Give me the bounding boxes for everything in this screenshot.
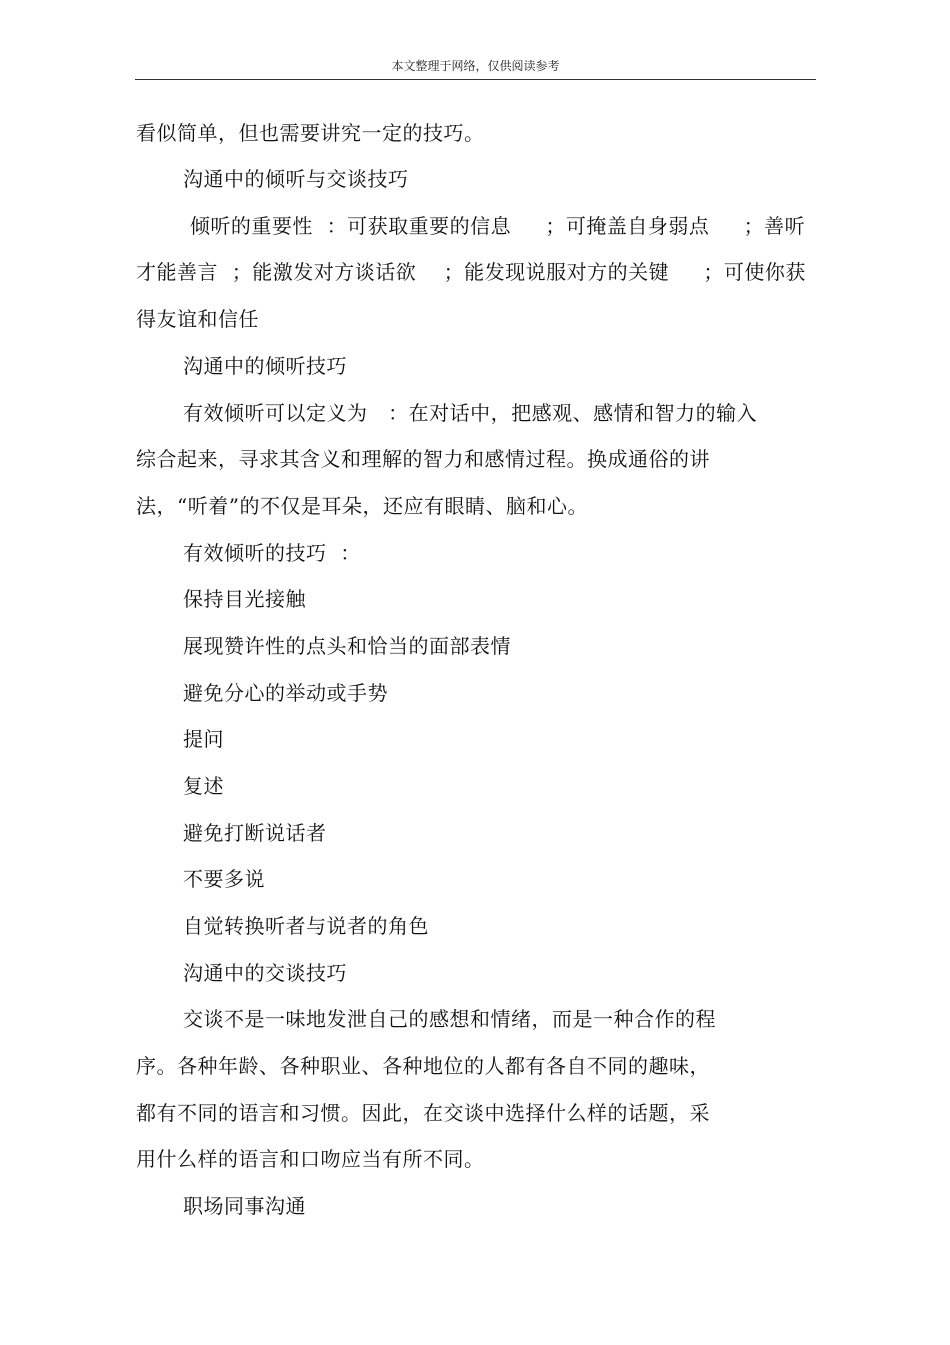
header-divider: [135, 79, 816, 80]
text-line: 看似简单，但也需要讲究一定的技巧。: [136, 121, 485, 145]
text-line: 有效倾听可以定义为 ：在对话中，把感观、感情和智力的输入: [183, 401, 758, 425]
text-line: 都有不同的语言和习惯。因此，在交谈中选择什么样的话题，采: [136, 1101, 710, 1125]
list-item: 保持目光接触: [183, 587, 306, 611]
list-item: 复述: [183, 774, 224, 798]
list-item: 提问: [183, 727, 224, 751]
page-header: 本文整理于网络，仅供阅读参考: [391, 59, 560, 73]
text-line: 用什么样的语言和口吻应当有所不同。: [136, 1147, 485, 1171]
section-heading: 沟通中的交谈技巧: [183, 961, 347, 985]
text-line: 序。各种年龄、各种职业、各种地位的人都有各自不同的趣味，: [136, 1054, 710, 1078]
text-line: 交谈不是一味地发泄自己的感想和情绪，而是一种合作的程: [183, 1007, 716, 1031]
text-line: 综合起来，寻求其含义和理解的智力和感情过程。换成通俗的讲: [136, 447, 710, 471]
list-item: 避免分心的举动或手势: [183, 681, 388, 705]
section-heading: 职场同事沟通: [183, 1194, 306, 1218]
list-item: 避免打断说话者: [183, 821, 327, 845]
section-heading: 沟通中的倾听技巧: [183, 354, 347, 378]
text-line: 法，“听着”的不仅是耳朵，还应有眼睛、脑和心。: [136, 494, 588, 518]
text-line: 倾听的重要性 ：可获取重要的信息 ；可掩盖自身弱点 ；善听: [183, 214, 806, 238]
list-item: 自觉转换听者与说者的角色: [183, 914, 429, 938]
section-heading: 有效倾听的技巧 ：: [183, 541, 361, 565]
list-item: 展现赞许性的点头和恰当的面部表情: [183, 634, 511, 658]
list-item: 不要多说: [183, 867, 265, 891]
text-line: 才能善言 ；能激发对方谈话欲 ；能发现说服对方的关键 ；可使你获: [136, 260, 806, 284]
section-heading: 沟通中的倾听与交谈技巧: [183, 167, 409, 191]
text-line: 得友谊和信任: [136, 307, 259, 331]
